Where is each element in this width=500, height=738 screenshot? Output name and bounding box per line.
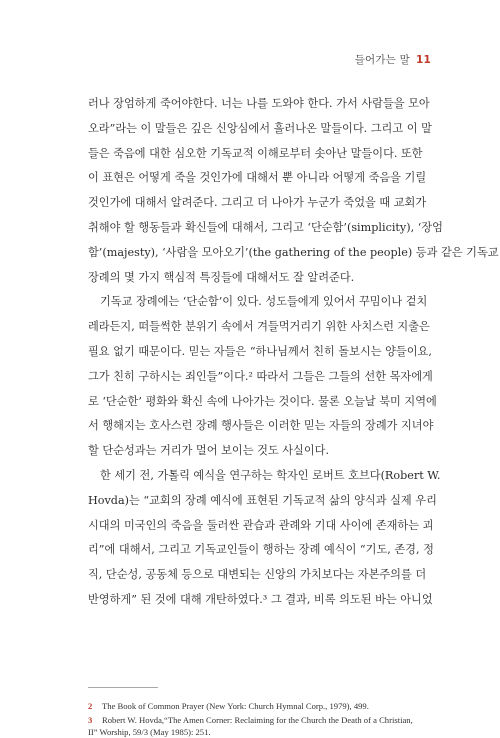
text-line: 오라”라는 이 말들은 깊은 신앙심에서 흘러나온 말들이다. 그리고 이 말 (88, 121, 432, 135)
text-line: 이 표현은 어떻게 죽을 것인가에 대해서 뿐 아니라 어떻게 죽음을 기릴 (88, 171, 427, 185)
text-line: 레라든지, 떠들썩한 분위기 속에서 겨들먹거리기 위한 사치스런 지출은 (88, 320, 430, 334)
footnote-text: The Book of Common Prayer (New York: Church Hymnal Corp., 1979), 499. (102, 701, 369, 711)
footnote-number: 3 (88, 715, 93, 725)
text-line: 장례의 몇 가지 핵심적 특징들에 대해서도 잘 알려준다. (88, 270, 355, 284)
text-line: 필요 없기 때문이다. 믿는 자들은 “하나님께서 친히 돌보시는 양들이요, (88, 344, 432, 358)
text-line: Hovda)는 “교회의 장례 예식에 표현된 기독교적 삶의 양식과 실제 우리 (88, 493, 437, 507)
text-line: 한 세기 전, 가톨릭 예식을 연구하는 학자인 로버트 호브다(Robert W. (100, 468, 441, 482)
text-line: 것인가에 대해서 알려준다. 그리고 더 나아가 누군가 죽었을 때 교회가 (88, 196, 427, 210)
footnote-number: 2 (88, 701, 93, 711)
header-title: 들어가는 말 (354, 54, 410, 66)
running-header (355, 52, 431, 67)
text-line: 그가 친히 구하시는 죄인들”이다.² 따라서 그들은 그들의 선한 목자에게 (88, 369, 433, 383)
text-line: 시대의 미국인의 죽음을 둘러싼 관습과 관례와 기대 사이에 존재하는 괴 (88, 518, 434, 532)
text-line: 들은 죽음에 대한 심오한 기독교적 이해로부터 솟아난 말들이다. 또한 (88, 146, 423, 160)
body-text (88, 92, 499, 613)
footnote-3 (88, 714, 418, 738)
text-line: 직, 단순성, 공동체 등으로 대변되는 신앙의 가치보다는 자본주의를 더 (88, 568, 427, 582)
text-line: 할 단순성과는 거리가 멀어 보이는 것도 사실이다. (88, 444, 330, 458)
footnote-text: Robert W. Hovda,“The Amen Corner: Reclaiming for the Church the Death of a Christian, II” Worship, 59/3 (May 1985): 251. (88, 715, 413, 737)
text-line: 서 행해지는 호사스런 장례 행사들은 이러한 믿는 자들의 장례가 지녀야 (88, 419, 434, 433)
text-line: 로 ‘단순한’ 평화와 확신 속에 나아가는 것이다. 물론 오늘날 북미 지역에 (88, 394, 437, 408)
text-line: 반영하게” 된 것에 대해 개탄하였다.³ 그 결과, 비록 의도된 바는 아니었 (88, 592, 433, 606)
text-line: 취해야 할 행동들과 확신들에 대해서, 그리고 ‘단순함’(simplicity), ‘장엄 (88, 220, 443, 234)
footnote-2 (88, 700, 418, 712)
text-line: 리”에 대해서, 그리고 기독교인들이 행하는 장례 예식이 “기도, 존경, 정 (88, 543, 434, 557)
text-line: 함’(majesty), ‘사람을 모아오기’(the gathering of the people) 등과 같은 기독교 (88, 245, 499, 259)
page-number: 11 (415, 54, 431, 66)
text-line: 기독교 장례에는 ‘단순함’이 있다. 성도들에게 있어서 꾸밈이나 겉치 (100, 295, 428, 309)
text-line: 러나 장엄하게 죽어야한다. 너는 나를 도와야 한다. 가서 사람들을 모아 (88, 97, 430, 110)
footnote-divider (88, 687, 158, 688)
